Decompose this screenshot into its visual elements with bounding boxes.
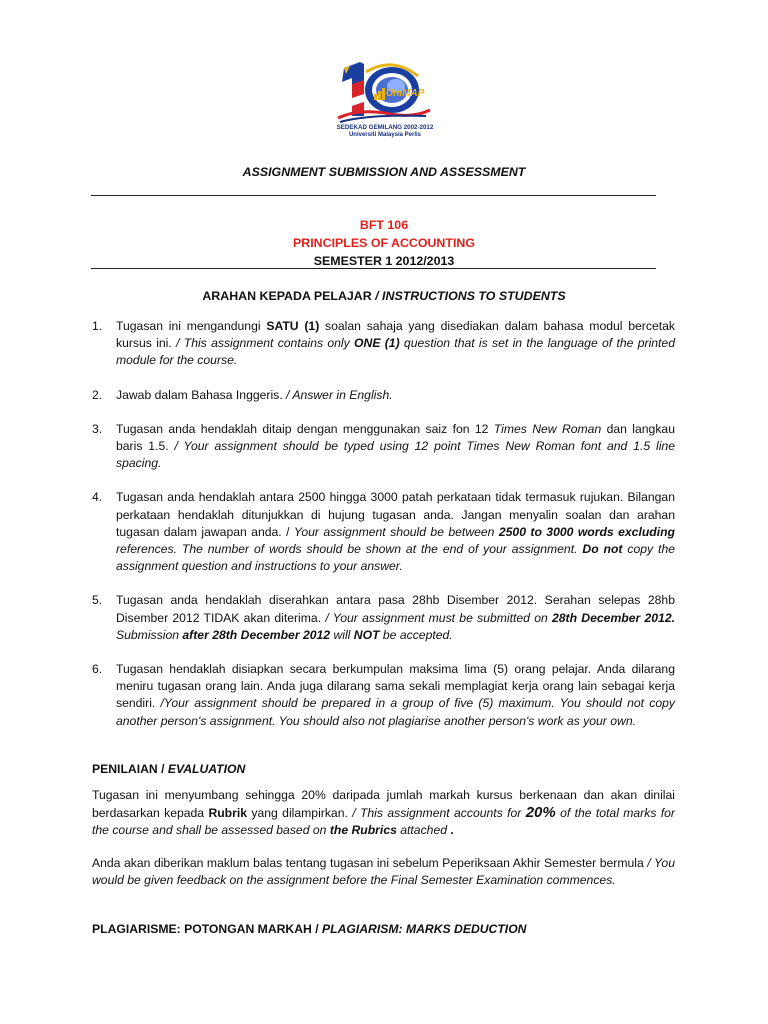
item-text: Tugasan anda hendaklah ditaip dengan menggunakan saiz fon 12 [116,421,494,436]
instruction-item-6 [92,661,675,730]
item-text: copy the assignment question and instructions to your answer. [116,542,675,574]
logo-emblem [330,58,440,154]
course-name: PRINCIPLES OF ACCOUNTING [293,236,475,250]
item-number: 5. [92,593,103,608]
item-number: 2. [92,387,103,402]
paragraph-text: Rubrik [208,806,248,821]
item-number: 3. [92,421,103,436]
item-text: / Your assignment should be typed using 12 point Times New Roman font and 1.5 line spacing. [116,439,675,471]
semester-label: SEMESTER 1 2012/2013 [313,254,455,268]
item-text: will [330,627,354,642]
logo-caption-line2: Universiti Malaysia Perlis [348,132,422,138]
plagiarism-heading-ms: PLAGIARISME: POTONGAN MARKAH / [92,922,322,936]
item-text: question that is set in the language of the printed module for the course. [116,336,675,368]
item-text: after 28th December 2012 [182,627,331,642]
logo-caption-line1: SEDEKAD GEMILANG 2002-2012 [336,124,434,131]
paragraph-text: / You would be given feedback on the assignment before the Final Semester Examination commences. [92,856,675,888]
item-number: 6. [92,662,103,677]
paragraph-text: Tugasan ini menyumbang sehingga 20% daripada jumlah markah kursus berkenaan dan akan dinilai berdasarkan kepada [92,788,675,821]
evaluation-heading-ms: PENILAIAN / [92,762,168,776]
plagiarism-heading [92,921,675,938]
evaluation-heading [92,761,675,778]
instructions-heading [0,289,768,303]
paragraph-text: attached [396,823,451,838]
evaluation-paragraph-1 [92,787,675,840]
item-text: Tugasan ini mengandungi [116,319,267,333]
paragraph-text: of the total marks for the course and shall be assessed based on [92,806,675,838]
item-text: be accepted. [379,627,453,642]
item-text: dan langkau baris 1.5. [116,421,675,454]
item-text: / Answer in English. [282,387,393,402]
item-text: Tugasan anda hendaklah diserahkan antara pasa 28hb Disember 2012. Serahan selepas 28hb Disember 2012 TIDAK akan diterima. [116,593,675,625]
instructions-list [92,318,675,730]
paragraph-text: the Rubrics [329,823,397,838]
evaluation-heading-en: EVALUATION [167,762,246,776]
item-text: ONE (1) [354,336,400,351]
paragraph-text: yang dilampirkan. [247,806,353,821]
evaluation-paragraph-2 [92,855,675,889]
logo-brand-text: UniMAP [386,88,425,99]
unimap-anniversary-logo [330,58,440,154]
instruction-item-5 [92,592,675,644]
paragraph-text: / This assignment accounts for [352,806,526,821]
item-text: /Your assignment should be prepared in a group of five (5) maximum. You should not copy another person's assignment. You should also not plagiarise another person's work as your own. [116,696,675,728]
item-text: Submission [116,627,183,642]
course-code: BFT 106 [359,218,409,232]
item-text: 2500 to 3000 words excluding [498,524,676,539]
item-text: / Your assignment must be submitted on [321,610,552,625]
bottom-divider [91,268,656,269]
item-text: Tugasan hendaklah disiapkan secara berkumpulan maksima lima (5) orang pelajar. Anda dilarang meniru tugasan orang lain. Anda juga dilarang sama sekali memplagiat kerja orang lain sebagai kerja sendiri. [116,662,675,711]
paragraph-text: . [450,823,454,838]
instruction-item-4 [92,489,675,575]
instruction-item-2 [92,387,675,404]
item-text: Jawab dalam Bahasa Inggeris. [116,387,283,402]
item-text: Do not [582,542,623,557]
item-number: 1. [92,319,103,333]
item-text: NOT [353,627,380,642]
item-text: / This assignment contains only [171,336,355,351]
instructions-heading-en: INSTRUCTIONS TO STUDENTS [382,289,566,303]
item-text: Your assignment should be between [293,524,499,539]
instruction-item-1 [92,318,675,370]
item-text: Tugasan anda hendaklah antara 2500 hingga 3000 patah perkataan tidak termasuk rujukan. Bilangan perkataan hendaklah ditunjukkan di hujung tugasan anda. Jangan menyalin soalan dan arahan tugasan dalam jawapan anda. / [116,490,675,539]
instructions-heading-sep: / [371,289,383,303]
item-number: 4. [92,490,103,505]
plagiarism-heading-en: PLAGIARISM: MARKS DEDUCTION [322,922,527,936]
instructions-heading-ms: ARAHAN KEPADA PELAJAR [202,289,372,303]
item-text: soalan sahaja yang disediakan dalam bahasa modul bercetak kursus ini. [116,319,675,351]
paragraph-text: 20% [525,804,556,822]
document-title: ASSIGNMENT SUBMISSION AND ASSESSMENT [242,165,526,179]
item-text: Times New Roman [493,421,602,436]
paragraph-text: Anda akan diberikan maklum balas tentang tugasan ini sebelum Peperiksaan Akhir Semester bermula [92,856,644,870]
top-divider [91,195,656,196]
instruction-item-3 [92,421,675,473]
item-text: SATU (1) [266,319,320,333]
item-text: references. The number of words should be shown at the end of your assignment. [116,542,583,557]
item-text: 28th December 2012. [552,610,675,625]
